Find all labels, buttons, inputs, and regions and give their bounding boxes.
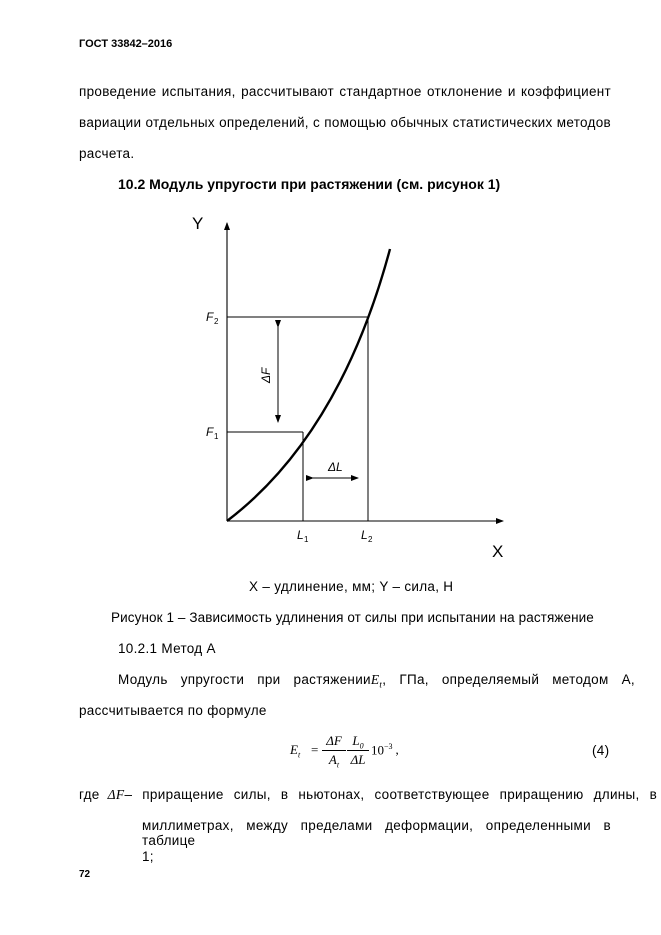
section-title: 10.2 Модуль упругости при растяжении (см. рисунок 1): [118, 176, 501, 192]
formula-lhs-e: E: [290, 742, 298, 757]
y-axis-label: Y: [192, 214, 204, 233]
f1-label: F: [206, 425, 214, 439]
formula-equals: =: [311, 742, 319, 757]
formula-factor-10: 10: [371, 742, 384, 758]
figure-caption: Рисунок 1 – Зависимость удлинения от силы при испытании на растяжение: [111, 610, 594, 625]
method-text-b: , ГПа, определяемый методом А,: [382, 672, 635, 687]
where-lead-word: где: [79, 787, 100, 802]
document-header: ГОСТ 33842–2016: [79, 38, 173, 50]
l2-subscript: 2: [368, 535, 373, 544]
figure-diagram: [0, 205, 661, 575]
where-line-1: [79, 787, 658, 803]
formula-num1: ΔF: [326, 733, 342, 748]
f2-label: F: [206, 310, 214, 324]
x-axis-label: X: [492, 542, 504, 561]
method-symbol-sub: t: [379, 679, 383, 690]
delta-f-label: ΔF: [259, 367, 273, 383]
method-text-a: Модуль упругости при растяжении: [118, 672, 371, 687]
formula-num2: [347, 733, 369, 751]
f1-subscript: 1: [214, 432, 219, 441]
intro-line-1: проведение испытания, рассчитывают стандартное отклонение и коэффициент: [79, 84, 611, 99]
formula-bar1: [322, 750, 346, 751]
formula-den1: [322, 752, 346, 770]
formula-den2: ΔL: [350, 752, 366, 767]
formula-number: (4): [592, 743, 610, 758]
method-symbol: [371, 672, 635, 690]
l2-label: L: [361, 528, 368, 542]
l1-subscript: 1: [304, 535, 309, 544]
formula-den1-a: A: [328, 752, 337, 767]
f2-subscript: 2: [214, 317, 219, 326]
formula-lhs-sub: t: [297, 750, 301, 760]
formula-exponent: −3: [384, 742, 393, 751]
where-line-3: 1;: [142, 849, 154, 864]
where-text-1: – приращение силы, в ньютонах, соответствующее приращению длины, в: [124, 787, 658, 802]
formula-den1-sub: t: [336, 760, 340, 770]
formula-comma: ,: [395, 742, 399, 758]
formula-num2-sub: 0: [359, 741, 364, 751]
method-paragraph-line-1: [118, 672, 635, 690]
l1-label: L: [297, 528, 304, 542]
formula-num2-l: L: [352, 733, 360, 748]
delta-l-label: ΔL: [328, 460, 343, 474]
subsection-title: 10.2.1 Метод А: [118, 641, 216, 656]
intro-line-3: расчета.: [79, 146, 135, 161]
method-symbol-e: E: [370, 672, 380, 687]
figure-legend: X – удлинение, мм; Y – сила, Н: [249, 579, 454, 594]
load-curve: [227, 249, 390, 521]
formula-lhs: [290, 742, 300, 760]
page-number: 72: [79, 869, 91, 880]
formula-bar2: [347, 750, 369, 751]
intro-line-2: вариации отдельных определений, с помощью обычных статистических методов: [79, 115, 611, 130]
method-paragraph-line-2: рассчитывается по формуле: [79, 703, 267, 718]
formula-factor: [371, 742, 399, 758]
where-line-2: миллиметрах, между пределами деформации, определенными в таблице: [142, 818, 611, 848]
where-lead: [79, 787, 124, 803]
where-symbol: ΔF: [107, 787, 125, 802]
